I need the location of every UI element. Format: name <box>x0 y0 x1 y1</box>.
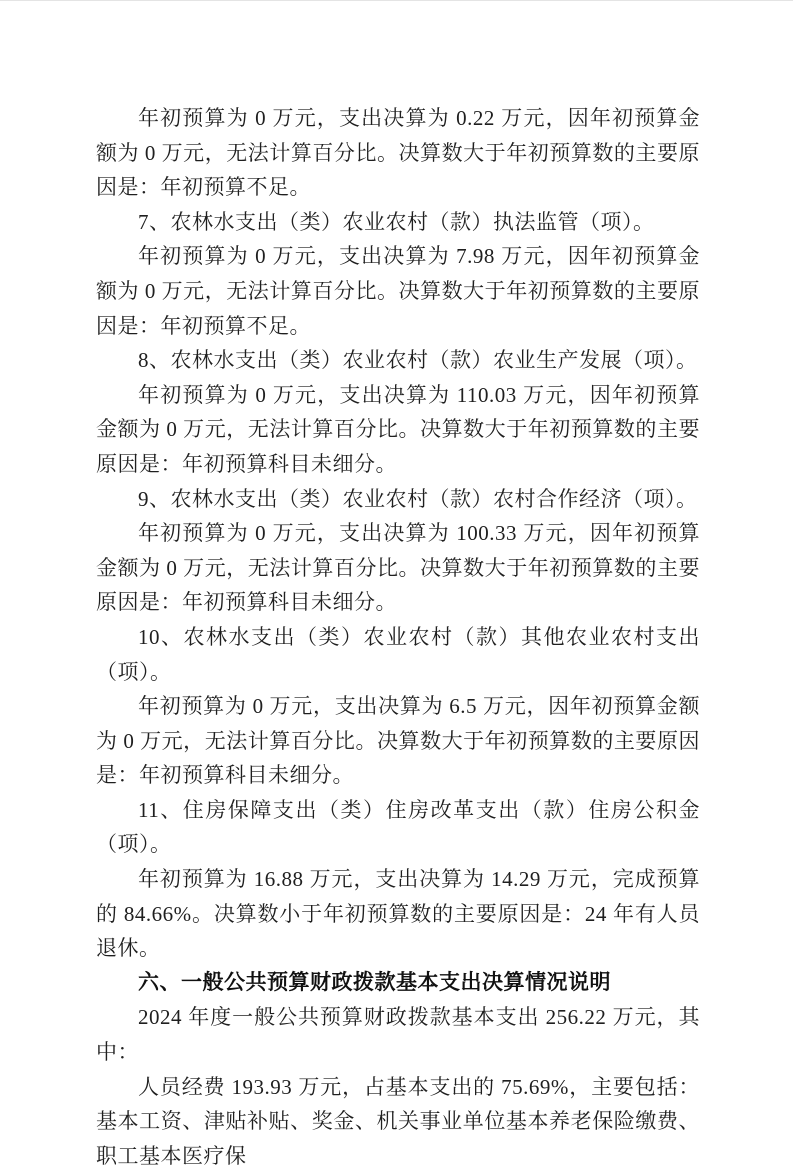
paragraph-personnel-expense: 人员经费 193.93 万元，占基本支出的 75.69%，主要包括：基本工资、津贴补贴、奖金、机关事业单位基本养老保险缴费、职工基本医疗保 <box>96 1074 700 1168</box>
paragraph-item11-detail: 年初预算为 16.88 万元，支出决算为 14.29 万元，完成预算的 84.66%。决算数小于年初预算数的主要原因是：24 年有人员退休。 <box>96 867 700 961</box>
paragraph-item9-detail: 年初预算为 0 万元，支出决算为 100.33 万元，因年初预算金额为 0 万元，无法计算百分比。决算数大于年初预算数的主要原因是：年初预算科目未细分。 <box>96 521 700 615</box>
paragraph-item11-title: 11、住房保障支出（类）住房改革支出（款）住房公积金（项）。 <box>96 797 700 857</box>
paragraph-item6-detail: 年初预算为 0 万元，支出决算为 0.22 万元，因年初预算金额为 0 万元，无法计算百分比。决算数大于年初预算数的主要原因是：年初预算不足。 <box>96 106 700 200</box>
paragraph-item7-title: 7、农林水支出（类）农业农村（款）执法监管（项）。 <box>138 209 655 234</box>
paragraph-item10-detail: 年初预算为 0 万元，支出决算为 6.5 万元，因年初预算金额为 0 万元，无法计算百分比。决算数大于年初预算数的主要原因是：年初预算科目未细分。 <box>96 694 700 788</box>
paragraph-item9-title: 9、农林水支出（类）农业农村（款）农村合作经济（项）。 <box>138 486 698 511</box>
document-text-block <box>96 101 700 1173</box>
section-heading-six: 六、一般公共预算财政拨款基本支出决算情况说明 <box>138 970 611 994</box>
paragraph-item7-detail: 年初预算为 0 万元，支出决算为 7.98 万元，因年初预算金额为 0 万元，无法计算百分比。决算数大于年初预算数的主要原因是：年初预算不足。 <box>96 244 700 338</box>
paragraph-item8-detail: 年初预算为 0 万元，支出决算为 110.03 万元，因年初预算金额为 0 万元，无法计算百分比。决算数大于年初预算数的主要原因是：年初预算科目未细分。 <box>96 382 700 476</box>
paragraph-item8-title: 8、农林水支出（类）农业农村（款）农业生产发展（项）。 <box>138 348 698 373</box>
paragraph-basic-expenditure-total: 2024 年度一般公共预算财政拨款基本支出 256.22 万元，其中： <box>96 1005 700 1065</box>
paragraph-item10-title: 10、农林水支出（类）农业农村（款）其他农业农村支出（项）。 <box>96 624 700 684</box>
